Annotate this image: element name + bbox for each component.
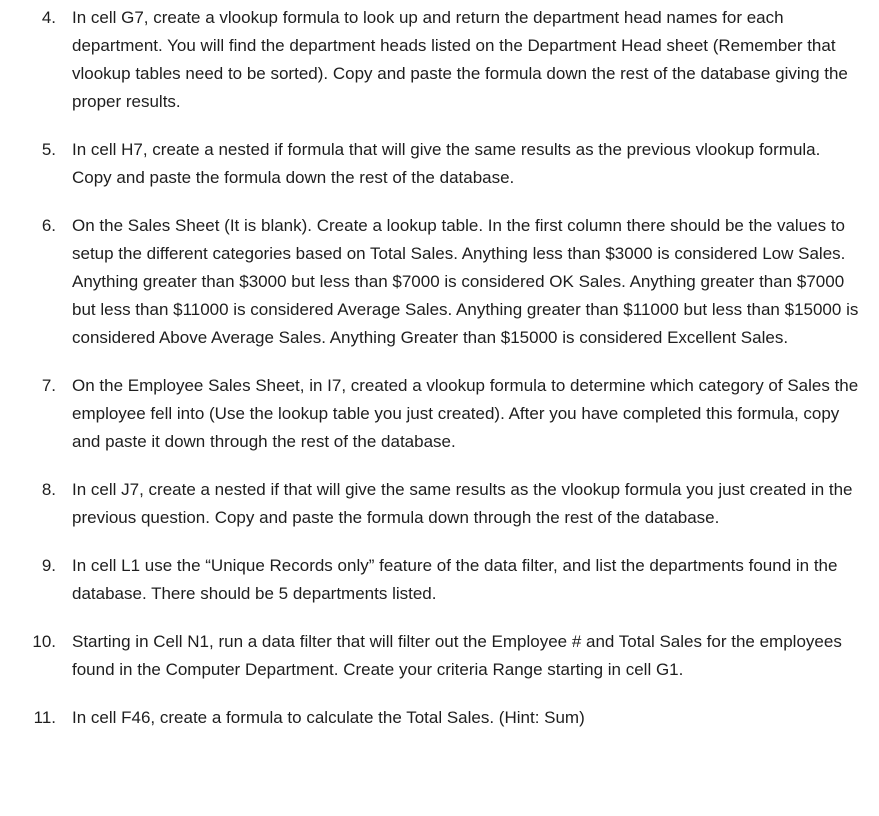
item-text: In cell J7, create a nested if that will give the same results as the vlookup formula you just created in the previous question. Copy and paste the formula down through the rest of the database. (72, 480, 853, 527)
list-item (0, 136, 879, 192)
list-item (0, 628, 879, 684)
list-item (0, 212, 879, 352)
list-item (0, 4, 879, 116)
item-number: 8. (41, 480, 56, 499)
item-number: 9. (41, 556, 56, 575)
item-text: On the Sales Sheet (It is blank). Create a lookup table. In the first column there should be the values to setup the different categories based on Total Sales. Anything less than $3000 is considered Low Sales. Anything greater than $3000 but less than $7000 is considered OK Sales. Anything greater than $7000 but less than $11000 is considered Average Sales. Anything greater than $11000 but less than $15000 is considered Above Average Sales. Anything Greater than $15000 is considered Excellent Sales. (72, 216, 859, 347)
instruction-list (0, 4, 879, 732)
item-number: 4. (41, 8, 56, 27)
item-text: Starting in Cell N1, run a data filter that will filter out the Employee # and Total Sales for the employees found in the Computer Department. Create your criteria Range starting in cell G1. (72, 632, 842, 679)
list-item (0, 552, 879, 608)
list-item (0, 476, 879, 532)
item-text: In cell G7, create a vlookup formula to look up and return the department head names for each department. You will find the department heads listed on the Department Head sheet (Remember that vlookup tables need to be sorted). Copy and paste the formula down the rest of the database giving the proper results. (72, 8, 848, 111)
item-number: 6. (41, 216, 56, 235)
item-text: In cell F46, create a formula to calculate the Total Sales. (Hint: Sum) (72, 708, 585, 727)
item-number: 10. (32, 632, 56, 651)
item-text: On the Employee Sales Sheet, in I7, created a vlookup formula to determine which category of Sales the employee fell into (Use the lookup table you just created). After you have completed this formula, copy and paste it down through the rest of the database. (72, 376, 859, 451)
item-number: 11. (33, 708, 56, 727)
list-item (0, 704, 879, 732)
item-text: In cell H7, create a nested if formula that will give the same results as the previous vlookup formula. Copy and paste the formula down the rest of the database. (72, 140, 821, 187)
item-number: 7. (41, 376, 56, 395)
item-text: In cell L1 use the “Unique Records only” feature of the data filter, and list the departments found in the database. There should be 5 departments listed. (72, 556, 838, 603)
item-number: 5. (41, 140, 56, 159)
list-item (0, 372, 879, 456)
